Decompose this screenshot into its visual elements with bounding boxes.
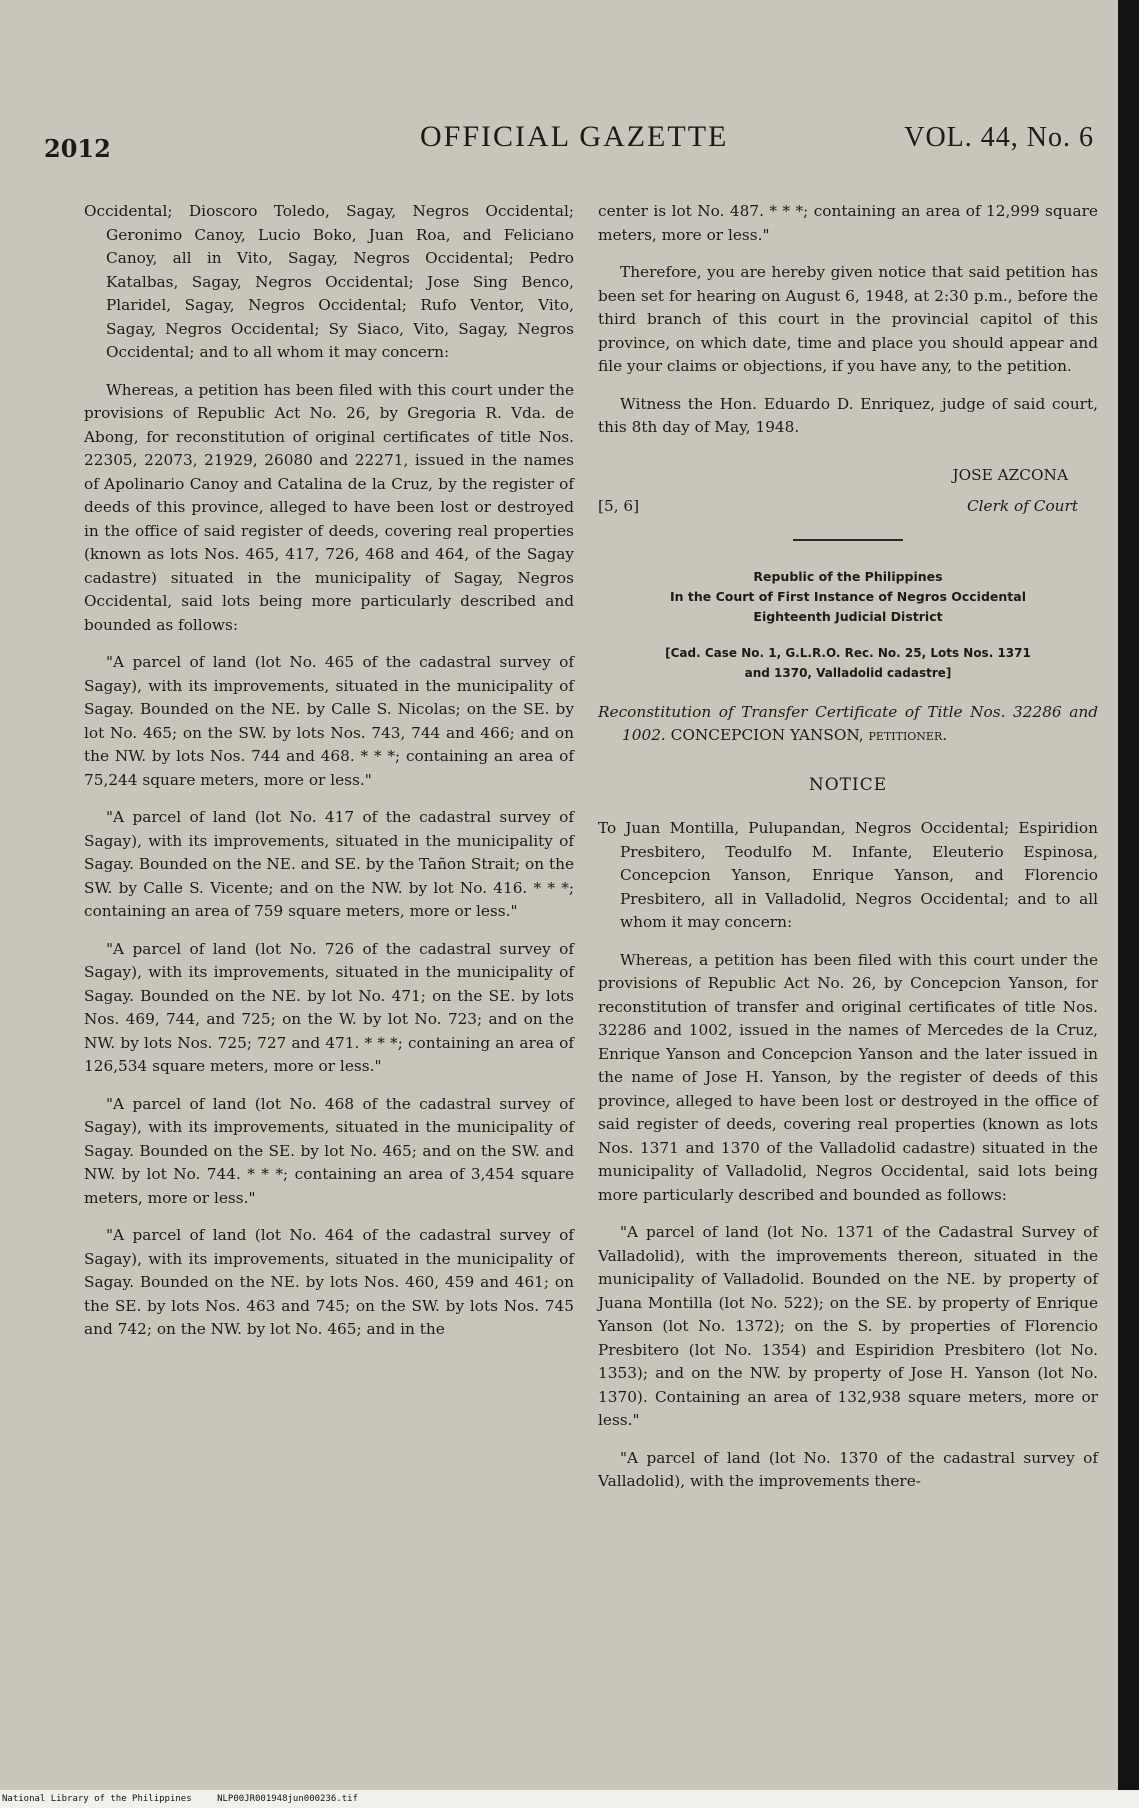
footer-file: NLP00JR001948jun000236.tif [217,1794,358,1804]
case-reference-line: and 1370, Valladolid cadastre] [744,665,952,680]
parcel-paragraph: "A parcel of land (lot No. 464 of the cadastral survey of Sagay), with its improvements, situated in the municipality of Sagay. Bounded on the NE. by lots Nos. 460, 459 and 461; on the SE. by lots Nos. 463 and 745; on the SW. by lots Nos. 745 and 742; on the NW. by lot No. 465; and in the [84,1226,574,1338]
court-heading-line: In the Court of First Instance of Negros Occidental [670,588,1026,604]
parcel-paragraph: "A parcel of land (lot No. 417 of the cadastral survey of Sagay), with its improvements, situated in the municipality of Sagay. Bounded on the NE. and SE. by the Tañon Strait; on the SW. by Calle S. Vicente; and on the NW. by lot No. 416. * * *; containing an area of 759 square meters, more or less." [84,808,574,920]
addressees-continued: Occidental; Dioscoro Toledo, Sagay, Negros Occidental; Geronimo Canoy, Lucio Boko, Juan Roa, and Feliciano Canoy, all in Vito, Sagay, Negros Occidental; Pedro Katalbas, Sagay, Negros Occidental; Jose Sing Benco, Plaridel, Sagay, Negros Occidental; Rufo Ventor, Vito, Sagay, Negros Occidental; Sy Siaco, Vito, Sagay, Negros Occidental; and to all whom it may concern: [84,202,574,361]
case-title [598,701,1098,748]
signature-row [598,495,1098,519]
gazette-title: OFFICIAL GAZETTE [420,120,729,153]
issue-reference: [5, 6] [598,497,640,515]
parcel-paragraph: "A parcel of land (lot No. 465 of the cadastral survey of Sagay), with its improvements, situated in the municipality of Sagay. Bounded on the NE. by Calle S. Nicolas; on the SE. by lot No. 465; on the SW. by lots Nos. 743, 744 and 466; and on the NW. by lots Nos. 744 and 468. * * *; containing an area of 75,244 square meters, more or less." [84,653,574,789]
notice-heading: NOTICE [808,774,888,795]
parcel-paragraph: "A parcel of land (lot No. 1371 of the Cadastral Survey of Valladolid), with the improvements thereon, situated in the municipality of Valladolid. Bounded on the NE. by property of Juana Montilla (lot No. 522); on the SE. by property of Enrique Yanson (lot No. 1372); on the S. by properties of Florencio Presbitero (lot No. 1354) and Espiridion Presbitero (lot No. 1353); and on the NW. by property of Jose H. Yanson (lot No. 1370). Containing an area of 132,938 square meters, more or less." [598,1223,1098,1429]
court-heading-line: Eighteenth Judicial District [753,608,943,624]
scan-footer [0,1790,1139,1808]
right-column [598,200,1098,1508]
case-reference [598,643,1098,683]
parcel-continuation: center is lot No. 487. * * *; containing an area of 12,999 square meters, more or less." [598,202,1098,244]
footer-library: National Library of the Philippines [2,1794,192,1804]
petitioner: CONCEPCION YANSON, petitioner. [670,726,948,744]
scan-edge-shadow [1118,0,1139,1808]
parcel-paragraph: "A parcel of land (lot No. 1370 of the cadastral survey of Valladolid), with the improvements there- [598,1448,1098,1490]
page-number: 2012 [44,134,111,163]
whereas-paragraph: Whereas, a petition has been filed with this court under the provisions of Republic Act No. 26, by Concepcion Yanson, for reconstitution of transfer and original certificates of title Nos. 32286 and 1002, issued in the names of Mercedes de la Cruz, Enrique Yanson and Concepcion Yanson and the later issued in the name of Jose H. Yanson, by the register of deeds of this province, alleged to have been lost or destroyed in the office of said register of deeds, covering real properties (known as lots Nos. 1371 and 1370 of the Valladolid cadastre) situated in the municipality of Valladolid, Negros Occidental, said lots being more particularly described and bounded as follows: [598,950,1098,1204]
parcel-paragraph: "A parcel of land (lot No. 726 of the cadastral survey of Sagay), with its improvements, situated in the municipality of Sagay. Bounded on the NE. by lot No. 471; on the SE. by lots Nos. 469, 744, and 725; on the W. by lot No. 723; and on the NW. by lots Nos. 725; 727 and 471. * * *; containing an area of 126,534 square meters, more or less." [84,939,574,1075]
page-header [44,112,1094,172]
parcel-paragraph: "A parcel of land (lot No. 468 of the cadastral survey of Sagay), with its improvements, situated in the municipality of Sagay. Bounded on the SE. by lot No. 465; and on the SW. and NW. by lot No. 744. * * *; containing an area of 3,454 square meters, more or less." [84,1094,574,1207]
court-heading-line: Republic of the Philippines [753,568,943,584]
whereas-paragraph: Whereas, a petition has been filed with this court under the provisions of Republic Act No. 26, by Gregoria R. Vda. de Abong, for reconstitution of original certificates of title Nos. 22305, 22073, 21929, 26080 and 22271, issued in the names of Apolinario Canoy and Catalina de la Cruz, by the register of deeds of this province, alleged to have been lost or destroyed in the office of said register of deeds, covering real properties (known as lots Nos. 465, 417, 726, 468 and 464, of the Sagay cadastre) situated in the municipality of Sagay, Negros Occidental, said lots being more particularly described and bounded as follows: [84,380,574,634]
witness-paragraph: Witness the Hon. Eduardo D. Enriquez, judge of said court, this 8th day of May, 1948. [598,394,1098,436]
clerk-name: JOSE AZCONA [952,465,1068,484]
left-column [84,200,574,1356]
case-title-text: Reconstitution of Transfer Certificate of Title Nos. 32286 and 1002. [598,702,1098,744]
case-reference-line: [Cad. Case No. 1, G.L.R.O. Rec. No. 25, Lots Nos. 1371 [665,645,1031,660]
volume-number: VOL. 44, No. 6 [904,122,1094,153]
addressees: To Juan Montilla, Pulupandan, Negros Occidental; Espiridion Presbitero, Teodulfo M. Infante, Eleuterio Espinosa, Concepcion Yanson, Enrique Yanson, and Florencio Presbitero, all in Valladolid, Negros Occidental; and to all whom it may concern: [598,819,1098,931]
court-heading [598,567,1098,627]
section-divider [793,539,903,541]
clerk-title: Clerk of Court [966,497,1078,515]
therefore-paragraph: Therefore, you are hereby given notice that said petition has been set for hearing on August 6, 1948, at 2:30 p.m., before the third branch of this court in the provincial capitol of this province, on which date, time and place you should appear and file your claims or objections, if you have any, to the petition. [598,263,1098,375]
